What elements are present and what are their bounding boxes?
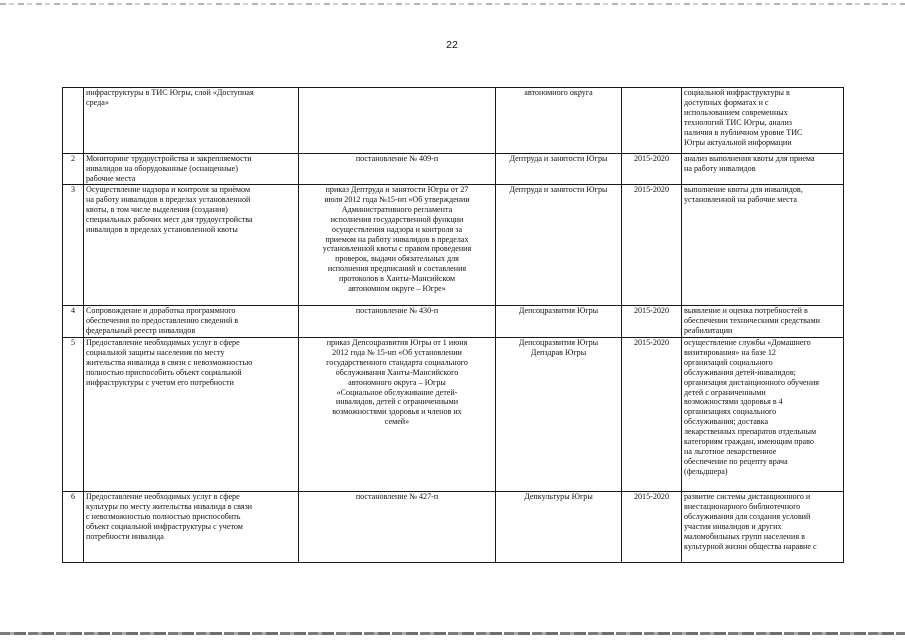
document-cell bbox=[299, 306, 496, 338]
activity-cell-line: рабочие места bbox=[86, 173, 136, 183]
result-cell-line: лекарственных препаратов отдельным bbox=[684, 427, 817, 437]
scan-artifact-bottom bbox=[0, 632, 905, 635]
document-cell bbox=[299, 88, 496, 154]
document-cell-line: обслуживания Ханты-Мансийского bbox=[335, 367, 459, 377]
table-row bbox=[63, 154, 844, 185]
result-cell-line: маломобильных групп населения в bbox=[684, 531, 805, 541]
activity-cell-line: инфраструктуры в ТИС Югры, слой «Доступная bbox=[86, 88, 254, 97]
executor-cell-line: Дептруда и занятости Югры bbox=[509, 185, 608, 194]
result-cell-line: на работу инвалидов bbox=[684, 163, 756, 173]
executor-cell bbox=[496, 88, 622, 154]
activity-cell bbox=[84, 492, 299, 563]
activity-cell-line: потребности инвалида bbox=[86, 531, 164, 541]
document-cell-line: возможностями здоровья и членов их bbox=[332, 407, 462, 417]
activity-cell-line: объект социальной инфраструктуры с учетом bbox=[86, 521, 243, 531]
executor-cell bbox=[496, 338, 622, 492]
executor-cell-line: Депздрав Югры bbox=[530, 347, 587, 357]
document-cell-line: приказ Дептруда и занятости Югры от 27 bbox=[325, 185, 469, 194]
document-cell-line: 2012 года № 15-нп «Об установлении bbox=[332, 347, 462, 357]
row-number: 2 bbox=[63, 154, 84, 185]
result-cell-line: обеспечении техническими средствами bbox=[684, 315, 820, 325]
activity-cell-line: Осуществление надзора и контроля за приёмом bbox=[86, 185, 251, 194]
document-cell-line: Административного регламента bbox=[341, 204, 453, 214]
activity-cell bbox=[84, 185, 299, 306]
activity-cell-line: инвалидов на оборудованные (оснащенные) bbox=[86, 163, 238, 173]
result-cell-line: возможностями здоровья в 4 bbox=[684, 397, 783, 407]
result-cell-line: (фельдшера) bbox=[684, 466, 728, 476]
document-cell-line: проверок, выдачи обязательных для bbox=[335, 254, 459, 264]
result-cell bbox=[682, 338, 844, 492]
activity-cell-line: жительства инвалида в связи с невозможностью bbox=[86, 357, 253, 367]
activity-cell-line: специальных рабочих мест для трудоустройства bbox=[86, 214, 253, 224]
document-cell bbox=[299, 185, 496, 306]
activity-cell-line: с невозможностью полностью приспособить bbox=[86, 511, 241, 521]
executor-cell-line: Депсоцразвития Югры bbox=[518, 338, 599, 347]
row-number: 3 bbox=[63, 185, 84, 306]
activity-cell-line: Предоставление необходимых услуг в сфере bbox=[86, 338, 240, 347]
document-cell-line: приемом на работу инвалидов в пределах bbox=[325, 234, 469, 244]
result-cell-line: выявление и оценка потребностей в bbox=[684, 306, 808, 315]
result-cell-line: Югры актуальной информации bbox=[684, 137, 792, 147]
document-cell-line: исполнения государственной функции bbox=[330, 214, 464, 224]
result-cell-line: обслуживания детей-инвалидов; bbox=[684, 367, 796, 377]
page-number: 22 bbox=[446, 39, 458, 51]
result-cell-line: внестационарного библиотечного bbox=[684, 501, 801, 511]
table-row bbox=[63, 88, 844, 154]
document-cell-line: постановление № 430-п bbox=[355, 306, 439, 315]
result-cell-line: обеспечение по рецепту врача bbox=[684, 456, 788, 466]
result-cell-line: использованием современных bbox=[684, 107, 788, 117]
result-cell-line: участия инвалидов и других bbox=[684, 521, 782, 531]
period-cell bbox=[622, 88, 682, 154]
executor-cell bbox=[496, 185, 622, 306]
document-cell-line: осуществления надзора и контроля за bbox=[331, 224, 463, 234]
executor-cell-line: автономного округа bbox=[524, 88, 593, 97]
activity-cell-line: Сопровождение и доработка программного bbox=[86, 306, 236, 315]
result-cell bbox=[682, 88, 844, 154]
result-cell bbox=[682, 492, 844, 563]
activity-cell-line: среда» bbox=[86, 97, 109, 107]
activity-cell-line: инвалидов в пределах установленной квоты bbox=[86, 224, 238, 234]
activity-cell-line: обеспечения по предоставлению сведений в bbox=[86, 315, 239, 325]
result-cell-line: социальной инфраструктуры в bbox=[684, 88, 790, 97]
result-cell-line: наличия в публичном уровне ТИС bbox=[684, 127, 803, 137]
result-cell-line: доступных форматах и с bbox=[684, 97, 769, 107]
activity-cell-line: Мониторинг трудоустройства и закрепляемости bbox=[86, 154, 252, 163]
result-cell bbox=[682, 185, 844, 306]
executor-cell-line: Депкультуры Югры bbox=[524, 492, 593, 501]
executor-cell bbox=[496, 154, 622, 185]
period-cell: 2015-2020 bbox=[622, 154, 682, 185]
result-cell-line: организаций социального bbox=[684, 357, 773, 367]
activity-cell-line: Предоставление необходимых услуг в сфере bbox=[86, 492, 240, 501]
document-cell-line: семей» bbox=[384, 417, 410, 427]
document-cell-line: «Социальное обслуживание детей- bbox=[336, 387, 458, 397]
document-cell bbox=[299, 338, 496, 492]
activity-cell bbox=[84, 154, 299, 185]
document-cell-line: постановление № 427-п bbox=[355, 492, 439, 501]
result-cell-line: на льготное лекарственное bbox=[684, 446, 777, 456]
table-row bbox=[63, 185, 844, 306]
activity-cell-line: социальной защиты населения по месту bbox=[86, 347, 225, 357]
activity-cell-line: квоты, в том числе выделения (создания) bbox=[86, 204, 228, 214]
period-cell: 2015-2020 bbox=[622, 492, 682, 563]
activity-cell bbox=[84, 306, 299, 338]
activity-cell-line: на работу инвалидов в пределах установленной bbox=[86, 194, 251, 204]
result-cell-line: технологий ТИС Югры, анализ bbox=[684, 117, 792, 127]
document-cell bbox=[299, 492, 496, 563]
document-cell-line: протоколов в Ханты-Мансийском bbox=[339, 274, 455, 284]
result-cell-line: осуществление службы «Домашнего bbox=[684, 338, 811, 347]
document-cell-line: приказ Депсоцразвития Югры от 1 июня bbox=[326, 338, 468, 347]
document-cell-line: инвалидов, детей с ограниченными bbox=[335, 397, 459, 407]
result-cell-line: реабилитации bbox=[684, 325, 733, 335]
executor-cell-line: Дептруда и занятости Югры bbox=[509, 154, 608, 163]
table-row bbox=[63, 306, 844, 338]
period-cell: 2015-2020 bbox=[622, 185, 682, 306]
document-cell-line: постановление № 409-п bbox=[355, 154, 439, 163]
activity-cell bbox=[84, 88, 299, 154]
result-cell-line: организация дистанционного обучения bbox=[684, 377, 820, 387]
result-cell-line: категориям граждан, имеющим право bbox=[684, 437, 814, 447]
row-number bbox=[63, 88, 84, 154]
activity-cell bbox=[84, 338, 299, 492]
result-cell-line: установленной на рабочие места bbox=[684, 194, 797, 204]
executor-cell bbox=[496, 306, 622, 338]
result-cell-line: развитие системы дистанционного и bbox=[684, 492, 811, 501]
activity-cell-line: культуры по месту жительства инвалида в связи bbox=[86, 501, 253, 511]
document-cell-line: исполнения предписаний и составления bbox=[327, 264, 467, 274]
measures-table bbox=[62, 87, 844, 563]
executor-cell-line: Депсоцразвития Югры bbox=[518, 306, 599, 315]
result-cell-line: организациях социального bbox=[684, 407, 777, 417]
result-cell bbox=[682, 306, 844, 338]
document-cell-line: автономного округа – Югры bbox=[348, 377, 446, 387]
activity-cell-line: федеральный реестр инвалидов bbox=[86, 325, 196, 335]
row-number: 4 bbox=[63, 306, 84, 338]
result-cell bbox=[682, 154, 844, 185]
row-number: 5 bbox=[63, 338, 84, 492]
result-cell-line: выполнение квоты для инвалидов, bbox=[684, 185, 803, 194]
row-number: 6 bbox=[63, 492, 84, 563]
table-row bbox=[63, 338, 844, 492]
period-cell: 2015-2020 bbox=[622, 306, 682, 338]
document-cell-line: июля 2012 года №15-нп «Об утверждении bbox=[324, 194, 470, 204]
document-cell-line: автономном округе – Югре» bbox=[348, 284, 446, 294]
result-cell-line: культурной жизни общества наравне с bbox=[684, 541, 817, 551]
result-cell-line: визитирования» на базе 12 bbox=[684, 347, 776, 357]
activity-cell-line: инфраструктуры с учетом его потребности bbox=[86, 377, 234, 387]
table-row bbox=[63, 492, 844, 563]
activity-cell-line: полностью приспособить объект социальной bbox=[86, 367, 242, 377]
executor-cell bbox=[496, 492, 622, 563]
result-cell-line: обслуживания; доставка bbox=[684, 417, 769, 427]
document-cell-line: государственного стандарта социального bbox=[326, 357, 468, 367]
document-cell bbox=[299, 154, 496, 185]
result-cell-line: детей с ограниченными bbox=[684, 387, 766, 397]
result-cell-line: обслуживания для создания условий bbox=[684, 511, 811, 521]
document-cell-line: установленной квоты с правом проведения bbox=[322, 244, 472, 254]
period-cell: 2015-2020 bbox=[622, 338, 682, 492]
scan-artifact-top bbox=[0, 3, 905, 5]
result-cell-line: анализ выполнения квоты для приема bbox=[684, 154, 815, 163]
